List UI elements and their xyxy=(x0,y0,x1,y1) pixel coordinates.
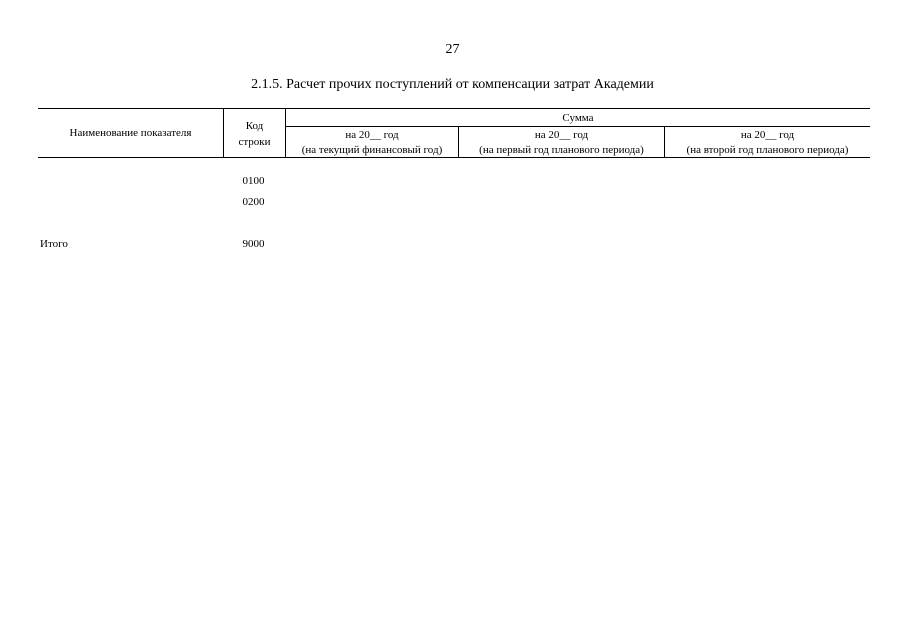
header-first-plan-year-line1: на 20__ год xyxy=(534,129,589,141)
name-col-divider xyxy=(223,108,224,157)
total-row-label: Итого xyxy=(40,238,68,250)
header-second-plan-year-line2: (на второй год планового периода) xyxy=(686,144,849,156)
header-current-year-line1: на 20__ год xyxy=(345,129,399,141)
header-code-line1: Код xyxy=(245,120,264,132)
header-current-year-line2: (на текущий финансовый год) xyxy=(301,144,443,156)
header-sum: Сумма xyxy=(562,112,594,124)
table-top-border xyxy=(38,108,870,109)
document-title: 2.1.5. Расчет прочих поступлений от компенсации затрат Академии xyxy=(251,77,654,92)
total-row-code: 9000 xyxy=(242,238,265,250)
header-indicator-name: Наименование показателя xyxy=(69,127,192,139)
header-code-line2: строки xyxy=(238,136,271,148)
sum-header-divider xyxy=(285,126,870,127)
table-row-code: 0200 xyxy=(242,196,265,208)
compensation-table xyxy=(38,108,870,258)
page-number: 27 xyxy=(445,42,460,57)
table-row-code: 0100 xyxy=(242,175,265,187)
header-first-plan-year-line2: (на первый год планового периода) xyxy=(479,144,644,156)
header-second-plan-year-line1: на 20__ год xyxy=(740,129,795,141)
header-bottom-border xyxy=(38,157,870,158)
